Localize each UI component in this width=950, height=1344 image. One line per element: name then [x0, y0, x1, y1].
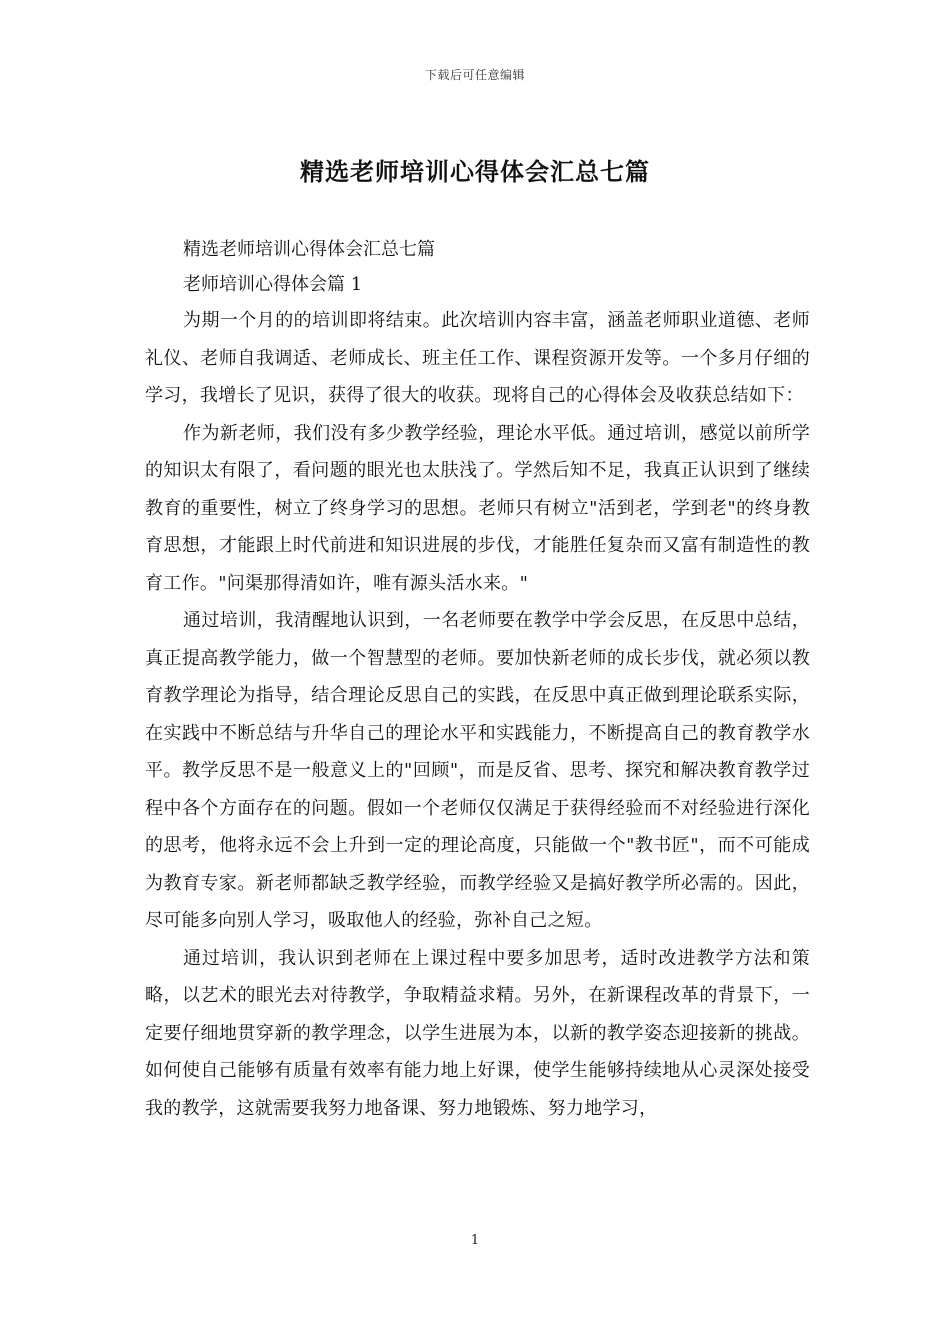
- paragraph-3: 通过培训，我清醒地认识到，一名老师要在教学中学会反思，在反思中总结，真正提高教学能力，做一个智慧型的老师。要加快新老师的成长步伐，就必须以教育教学理论为指导，结合理论反思自己的实践，在反思中真正做到理论联系实际，在实践中不断总结与升华自己的理论水平和实践能力，不断提高自己的教育教学水平。教学反思不是一般意义上的"回顾"，而是反省、思考、探究和解决教育教学过程中各个方面存在的问题。假如一个老师仅仅满足于获得经验而不对经验进行深化的思考，他将永远不会上升到一定的理论高度，只能做一个"教书匠"，而不可能成为教育专家。新老师都缺乏教学经验，而教学经验又是搞好教学所必需的。因此，尽可能多向别人学习，吸取他人的经验，弥补自己之短。: [145, 610, 810, 931]
- paragraph-4: 通过培训，我认识到老师在上课过程中要多加思考，适时改进教学方法和策略，以艺术的眼光去对待教学，争取精益求精。另外，在新课程改革的背景下，一定要仔细地贯穿新的教学理念，以学生进展为本，以新的教学姿态迎接新的挑战。如何使自己能够有质量有效率有能力地上好课，使学生能够持续地从心灵深处接受我的教学，这就需要我努力地备课、努力地锻炼、努力地学习，: [145, 947, 810, 1119]
- document-title: 精选老师培训心得体会汇总七篇: [300, 157, 650, 186]
- section-heading: 老师培训心得体会篇 1: [183, 274, 363, 295]
- page-number: 1: [470, 1233, 480, 1248]
- subtitle-line: 精选老师培训心得体会汇总七篇: [183, 239, 435, 260]
- document-body: [145, 232, 810, 1127]
- header-note: 下载后可任意编辑: [424, 68, 525, 82]
- paragraph-1: 为期一个月的的培训即将结束。此次培训内容丰富，涵盖老师职业道德、老师礼仪、老师自我调适、老师成长、班主任工作、课程资源开发等。一个多月仔细的学习，我增长了见识，获得了很大的收获。现将自己的心得体会及收获总结如下：: [145, 310, 810, 406]
- paragraph-2: 作为新老师，我们没有多少教学经验，理论水平低。通过培训，感觉以前所学的知识太有限了，看问题的眼光也太肤浅了。学然后知不足，我真正认识到了继续教育的重要性，树立了终身学习的思想。老师只有树立"活到老，学到老"的终身教育思想，才能跟上时代前进和知识进展的步伐，才能胜任复杂而又富有制造性的教育工作。"问渠那得清如许，唯有源头活水来。": [145, 422, 810, 594]
